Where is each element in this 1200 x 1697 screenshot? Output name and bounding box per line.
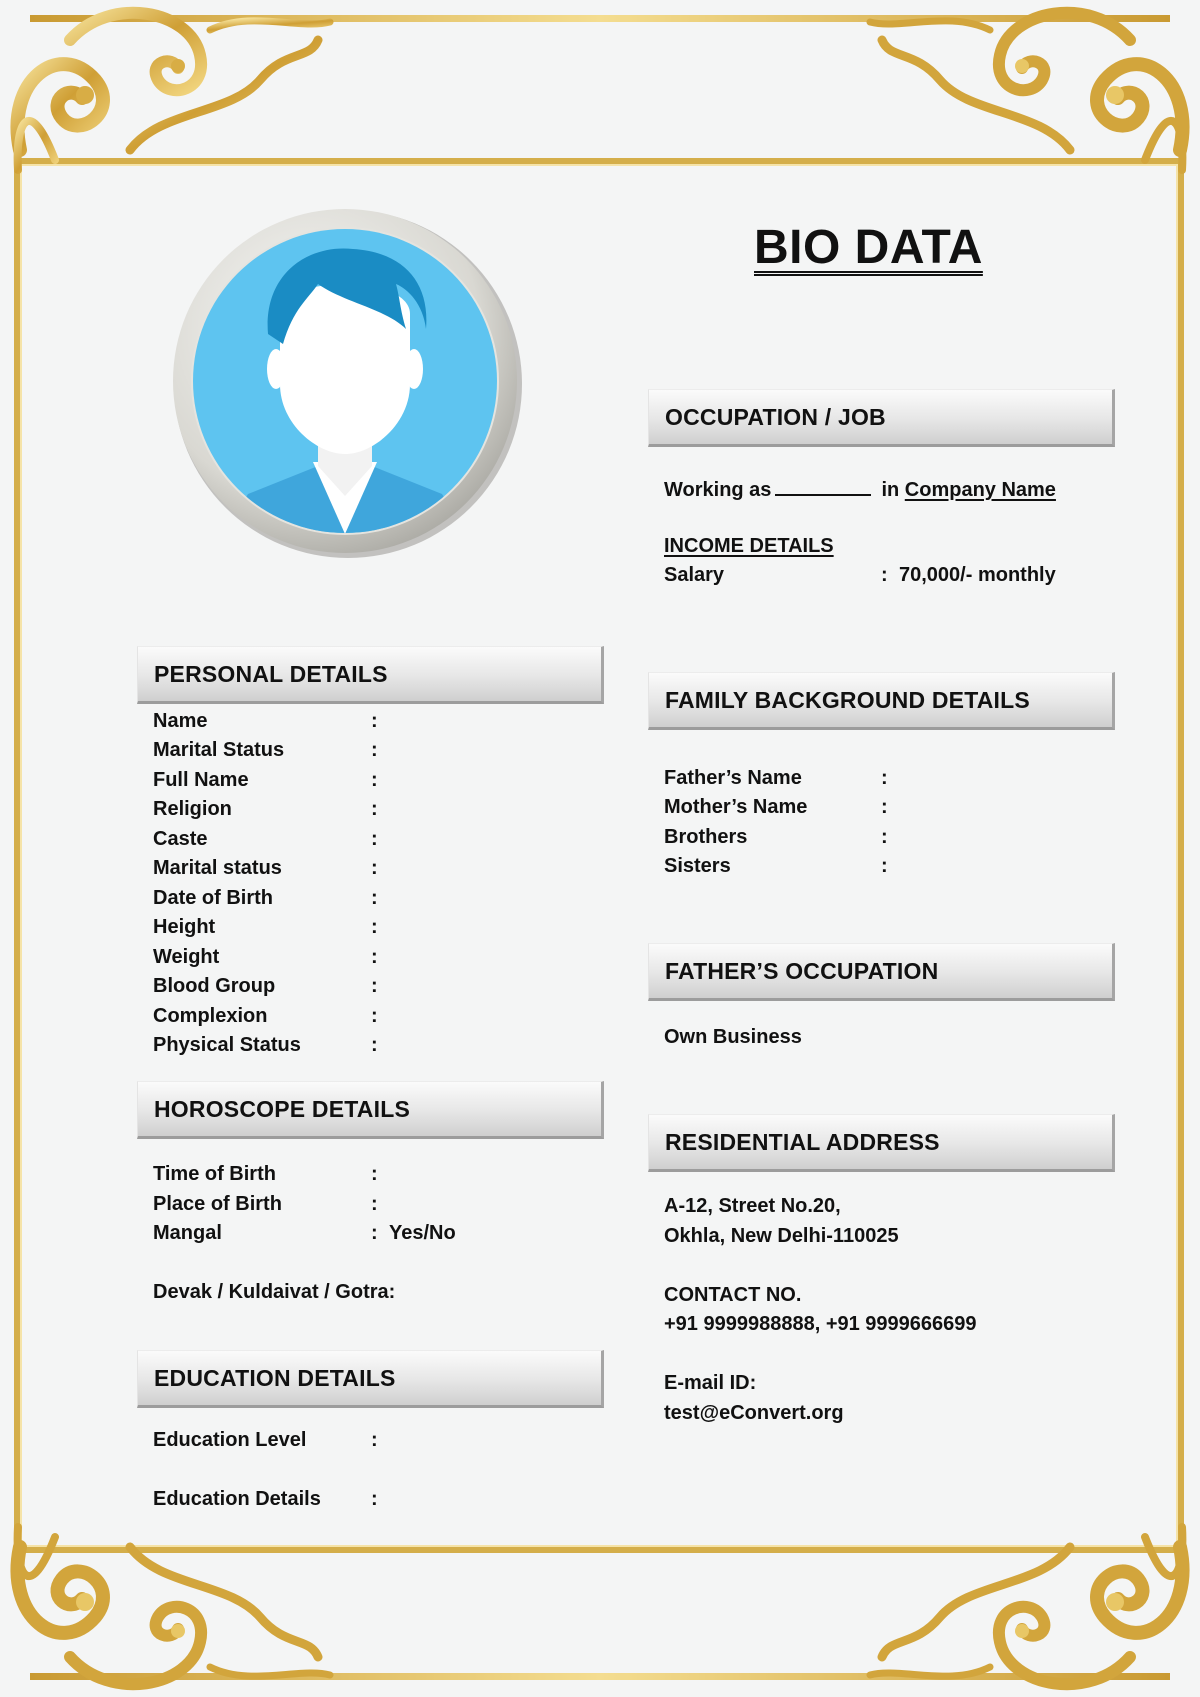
mangal-value: Yes/No: [389, 1222, 456, 1244]
field-colon: :: [371, 710, 378, 732]
field-label: Brothers: [664, 826, 748, 848]
field-label: Place of Birth: [153, 1193, 282, 1215]
field-label: Sisters: [664, 855, 731, 877]
field-colon: :: [371, 975, 378, 997]
ornament-corner-icon: [860, 1507, 1200, 1697]
company-name: Company Name: [904, 479, 1056, 501]
field-label: Weight: [153, 946, 220, 968]
field-colon: :: [881, 826, 888, 848]
ornament-corner-icon: [860, 0, 1200, 190]
ornament-corner-icon: [0, 0, 340, 190]
email-value: test@eConvert.org: [664, 1402, 844, 1424]
field-label: Date of Birth: [153, 887, 273, 909]
field-colon: :: [881, 796, 888, 818]
field-label: Religion: [153, 798, 232, 820]
education-details-header: EDUCATION DETAILS: [137, 1350, 604, 1408]
field-label: Name: [153, 710, 208, 732]
field-colon: :: [371, 1429, 378, 1451]
field-colon: :: [371, 1034, 378, 1056]
field-colon: :: [371, 916, 378, 938]
fathers-occupation-header: FATHER’S OCCUPATION: [648, 943, 1115, 1001]
horoscope-details-header: HOROSCOPE DETAILS: [137, 1081, 604, 1139]
field-label: Caste: [153, 828, 208, 850]
job-blank-line: [775, 476, 871, 496]
field-colon: :: [371, 1488, 378, 1510]
residential-address-header: RESIDENTIAL ADDRESS: [648, 1114, 1115, 1172]
ornament-corner-icon: [0, 1507, 340, 1697]
field-colon: :: [371, 828, 378, 850]
field-label: Education Details: [153, 1488, 321, 1510]
family-background-header: FAMILY BACKGROUND DETAILS: [648, 672, 1115, 730]
salary-label: Salary: [664, 564, 725, 586]
field-colon: :: [371, 739, 378, 761]
occupation-header: OCCUPATION / JOB: [648, 389, 1115, 447]
field-label: Full Name: [153, 769, 249, 791]
working-as-label: Working as: [664, 479, 772, 501]
field-label: Physical Status: [153, 1034, 301, 1056]
working-as-line: [664, 476, 1056, 502]
field-label: Marital status: [153, 857, 282, 879]
field-label: Height: [153, 916, 216, 938]
field-label: Time of Birth: [153, 1163, 276, 1185]
field-label: Blood Group: [153, 975, 276, 997]
personal-details-header: PERSONAL DETAILS: [137, 646, 604, 704]
field-colon: :: [371, 769, 378, 791]
salary-colon: :: [881, 564, 888, 586]
field-colon: :: [371, 1005, 378, 1027]
field-colon: :: [371, 887, 378, 909]
email-label: E-mail ID:: [664, 1372, 757, 1394]
field-colon: :: [371, 857, 378, 879]
profile-avatar-icon: [168, 204, 522, 558]
contact-label: CONTACT NO.: [664, 1284, 802, 1306]
field-label: Complexion: [153, 1005, 268, 1027]
field-colon: :: [881, 855, 888, 877]
devak-label: Devak / Kuldaivat / Gotra:: [153, 1281, 396, 1303]
address-line-1: A-12, Street No.20,: [664, 1195, 841, 1217]
field-colon: :: [881, 767, 888, 789]
page-title: BIO DATA: [754, 221, 983, 274]
in-label: in: [881, 479, 900, 501]
fathers-occupation-value: Own Business: [664, 1026, 802, 1048]
field-colon: :: [371, 1163, 378, 1185]
field-label: Father’s Name: [664, 767, 802, 789]
salary-value: 70,000/- monthly: [899, 564, 1056, 586]
field-colon: :: [371, 946, 378, 968]
address-line-2: Okhla, New Delhi-110025: [664, 1225, 899, 1247]
contact-value: +91 9999988888, +91 9999666699: [664, 1313, 977, 1335]
field-colon: :: [371, 1222, 378, 1244]
field-label: Mother’s Name: [664, 796, 808, 818]
field-label: Education Level: [153, 1429, 307, 1451]
field-colon: :: [371, 798, 378, 820]
field-colon: :: [371, 1193, 378, 1215]
field-label: Marital Status: [153, 739, 285, 761]
field-label: Mangal: [153, 1222, 222, 1244]
income-details-heading: INCOME DETAILS: [664, 535, 834, 557]
